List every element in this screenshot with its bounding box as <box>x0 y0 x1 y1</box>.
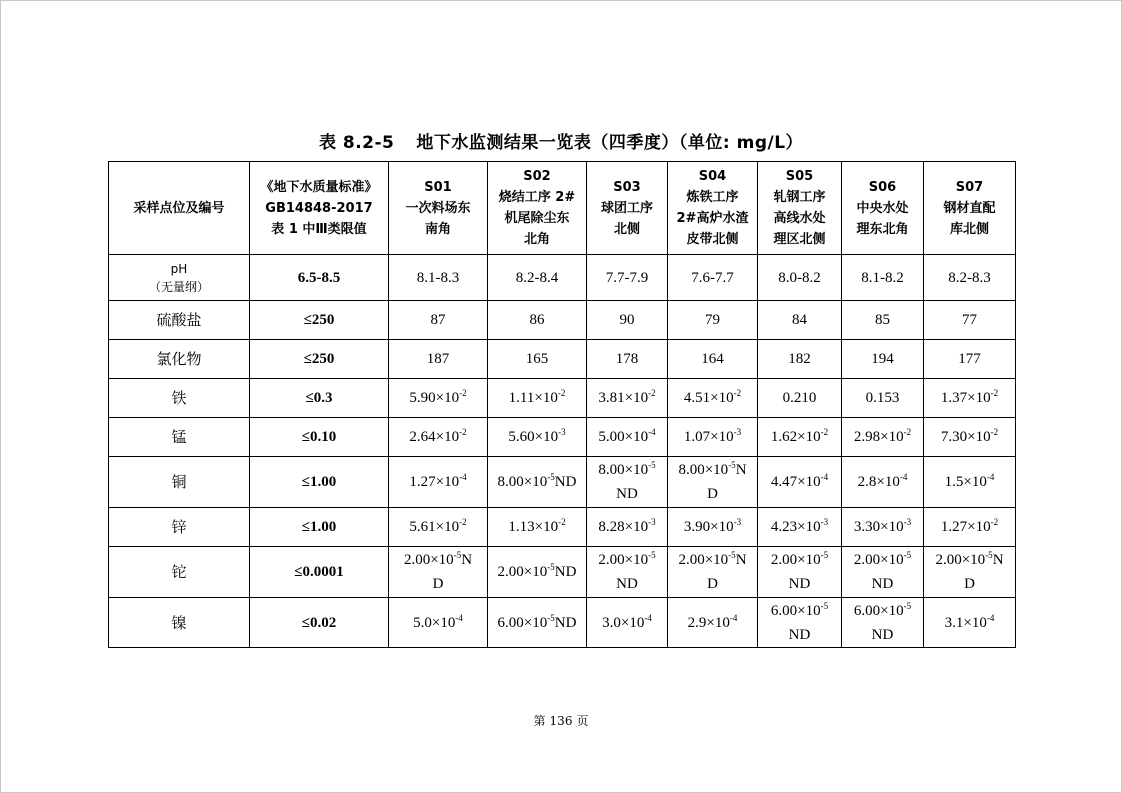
header-line: S01 <box>424 179 452 195</box>
measurement-cell: 79 <box>668 301 758 340</box>
row-label-line: 铊 <box>171 563 187 581</box>
row-label <box>109 598 250 648</box>
row-label-line: pH <box>170 261 188 276</box>
footer-prefix: 第 <box>533 714 546 728</box>
measurement-cell: $6.00\times 10^{-5}ND$ <box>488 598 587 648</box>
header-line: S05 <box>785 169 814 184</box>
limit-value: ≤250 <box>250 340 389 379</box>
measurement-cell: $3.0\times 10^{-4}$ <box>587 598 668 648</box>
measurement-cell: $3.81\times 10^{-2}$ <box>587 379 668 418</box>
table-row <box>109 547 1016 598</box>
header-line: S02 <box>523 169 551 184</box>
measurement-cell: $5.90\times 10^{-2}$ <box>389 379 488 418</box>
limit-value: ≤0.0001 <box>250 547 389 598</box>
measurement-cell: $2.8\times 10^{-4}$ <box>842 457 924 508</box>
measurement-cell: $3.30\times 10^{-3}$ <box>842 508 924 547</box>
header-line: 轧钢工序 <box>773 190 826 205</box>
measurement-cell: $2.00\times 10^{-5}ND$ <box>488 547 587 598</box>
limit-value: ≤0.02 <box>250 598 389 648</box>
monitoring-results-table <box>108 161 1016 648</box>
row-label <box>109 301 250 340</box>
measurement-cell: $2.00\times 10^{-5}N$ D <box>924 547 1016 598</box>
header-line: 炼铁工序 <box>686 190 739 205</box>
header-site <box>488 162 587 255</box>
header-line: 2#高炉水渣 <box>676 211 749 226</box>
row-label-line: 硫酸盐 <box>156 311 202 329</box>
limit-value: ≤1.00 <box>250 457 389 508</box>
measurement-cell: $1.62\times 10^{-2}$ <box>758 418 842 457</box>
table-title-text: 地下水监测结果一览表（四季度）（单位: mg/L） <box>416 133 804 153</box>
footer-suffix: 页 <box>576 714 589 728</box>
row-label <box>109 418 250 457</box>
row-label <box>109 508 250 547</box>
measurement-cell: $1.37\times 10^{-2}$ <box>924 379 1016 418</box>
measurement-cell: 178 <box>587 340 668 379</box>
measurement-cell: $3.1\times 10^{-4}$ <box>924 598 1016 648</box>
header-line: 机尾除尘东 <box>504 211 570 226</box>
measurement-cell: 177 <box>924 340 1016 379</box>
row-label-line: 锰 <box>171 428 187 446</box>
header-line: 高线水处 <box>773 211 826 226</box>
measurement-cell: 7.6-7.7 <box>668 255 758 301</box>
page-number: 136 <box>549 714 573 728</box>
table-row <box>109 379 1016 418</box>
measurement-cell: 90 <box>587 301 668 340</box>
measurement-cell: 8.0-8.2 <box>758 255 842 301</box>
measurement-cell: $2.98\times 10^{-2}$ <box>842 418 924 457</box>
table-title <box>0 128 1122 153</box>
measurement-cell: $5.0\times 10^{-4}$ <box>389 598 488 648</box>
measurement-cell: 164 <box>668 340 758 379</box>
limit-value: ≤0.10 <box>250 418 389 457</box>
measurement-cell: 165 <box>488 340 587 379</box>
measurement-cell: $5.00\times 10^{-4}$ <box>587 418 668 457</box>
measurement-cell: $1.11\times 10^{-2}$ <box>488 379 587 418</box>
header-sampling-point <box>109 162 250 255</box>
table-row <box>109 508 1016 547</box>
measurement-cell: $8.00\times 10^{-5}N$ D <box>668 457 758 508</box>
measurement-cell: 87 <box>389 301 488 340</box>
measurement-cell: $2.00\times 10^{-5}N$ D <box>668 547 758 598</box>
header-line: 南角 <box>424 221 451 237</box>
measurement-cell: 86 <box>488 301 587 340</box>
table-row <box>109 418 1016 457</box>
header-row <box>109 162 1016 255</box>
table-row <box>109 255 1016 301</box>
measurement-cell: 0.153 <box>842 379 924 418</box>
header-line: S04 <box>698 169 727 184</box>
measurement-cell: 8.1-8.3 <box>389 255 488 301</box>
measurement-cell: $1.27\times 10^{-4}$ <box>389 457 488 508</box>
table-row <box>109 340 1016 379</box>
measurement-cell: $6.00\times 10^{-5}$ ND <box>758 598 842 648</box>
header-line: 《地下水质量标准》 <box>260 179 378 195</box>
table-row <box>109 598 1016 648</box>
header-standard-limit <box>250 162 389 255</box>
table-number: 表 8.2-5 <box>318 133 395 153</box>
row-label-line: 锌 <box>171 518 187 536</box>
header-line: 理东北角 <box>856 221 909 237</box>
header-line: 皮带北侧 <box>686 232 739 247</box>
page-footer <box>0 712 1122 729</box>
row-label <box>109 340 250 379</box>
row-label <box>109 457 250 508</box>
header-line: 北侧 <box>613 221 640 237</box>
measurement-cell: 85 <box>842 301 924 340</box>
measurement-cell: 194 <box>842 340 924 379</box>
measurement-cell: $8.28\times 10^{-3}$ <box>587 508 668 547</box>
measurement-cell: $2.00\times 10^{-5}$ ND <box>587 547 668 598</box>
header-site <box>587 162 668 255</box>
measurement-cell: $5.60\times 10^{-3}$ <box>488 418 587 457</box>
row-label-line: 铁 <box>171 389 187 407</box>
header-line: 中央水处 <box>856 200 909 216</box>
header-line: 烧结工序 2# <box>498 190 576 205</box>
header-line: S03 <box>613 179 641 195</box>
measurement-cell: $2.64\times 10^{-2}$ <box>389 418 488 457</box>
limit-value: ≤0.3 <box>250 379 389 418</box>
header-line: 理区北侧 <box>773 232 826 247</box>
row-label-line: 镍 <box>171 613 187 632</box>
table-row <box>109 301 1016 340</box>
row-label-line: 氯化物 <box>156 350 202 368</box>
measurement-cell: $1.27\times 10^{-2}$ <box>924 508 1016 547</box>
measurement-cell: $1.5\times 10^{-4}$ <box>924 457 1016 508</box>
row-label <box>109 255 250 301</box>
header-site <box>924 162 1016 255</box>
header-line: 北角 <box>523 232 550 247</box>
measurement-cell: $5.61\times 10^{-2}$ <box>389 508 488 547</box>
header-line: 库北侧 <box>949 221 989 237</box>
header-line: 表 1 中Ⅲ类限值 <box>271 221 367 237</box>
measurement-cell: 77 <box>924 301 1016 340</box>
limit-value: ≤1.00 <box>250 508 389 547</box>
measurement-cell: $8.00\times 10^{-5}ND$ <box>488 457 587 508</box>
row-label <box>109 379 250 418</box>
measurement-cell: 84 <box>758 301 842 340</box>
row-label-line: 铜 <box>171 473 187 491</box>
limit-value: 6.5-8.5 <box>250 255 389 301</box>
measurement-cell: 0.210 <box>758 379 842 418</box>
measurement-cell: $2.00\times 10^{-5}N$ D <box>389 547 488 598</box>
measurement-cell: $1.07\times 10^{-3}$ <box>668 418 758 457</box>
measurement-cell: $2.9\times 10^{-4}$ <box>668 598 758 648</box>
header-line: 一次料场东 <box>405 200 471 216</box>
header-site <box>668 162 758 255</box>
measurement-cell: $2.00\times 10^{-5}$ ND <box>842 547 924 598</box>
measurement-cell: $4.23\times 10^{-3}$ <box>758 508 842 547</box>
measurement-cell: $6.00\times 10^{-5}$ ND <box>842 598 924 648</box>
header-site <box>842 162 924 255</box>
measurement-cell: $3.90\times 10^{-3}$ <box>668 508 758 547</box>
measurement-cell: 7.7-7.9 <box>587 255 668 301</box>
measurement-cell: $4.47\times 10^{-4}$ <box>758 457 842 508</box>
measurement-cell: $4.51\times 10^{-2}$ <box>668 379 758 418</box>
header-line: 球团工序 <box>600 200 653 216</box>
header-line: S06 <box>868 179 897 195</box>
measurement-cell: $7.30\times 10^{-2}$ <box>924 418 1016 457</box>
measurement-cell: $8.00\times 10^{-5}$ ND <box>587 457 668 508</box>
header-site <box>389 162 488 255</box>
header-line: 钢材直配 <box>943 200 996 216</box>
measurement-cell: 8.1-8.2 <box>842 255 924 301</box>
row-label <box>109 547 250 598</box>
row-label-line: （无量纲） <box>148 279 209 294</box>
header-line: S07 <box>955 179 984 195</box>
limit-value: ≤250 <box>250 301 389 340</box>
header-line: 采样点位及编号 <box>133 200 225 216</box>
measurement-cell: $2.00\times 10^{-5}$ ND <box>758 547 842 598</box>
measurement-cell: 8.2-8.4 <box>488 255 587 301</box>
header-line: GB14848-2017 <box>265 200 373 216</box>
header-site <box>758 162 842 255</box>
measurement-cell: 8.2-8.3 <box>924 255 1016 301</box>
measurement-cell: $1.13\times 10^{-2}$ <box>488 508 587 547</box>
table-row <box>109 457 1016 508</box>
measurement-cell: 182 <box>758 340 842 379</box>
measurement-cell: 187 <box>389 340 488 379</box>
